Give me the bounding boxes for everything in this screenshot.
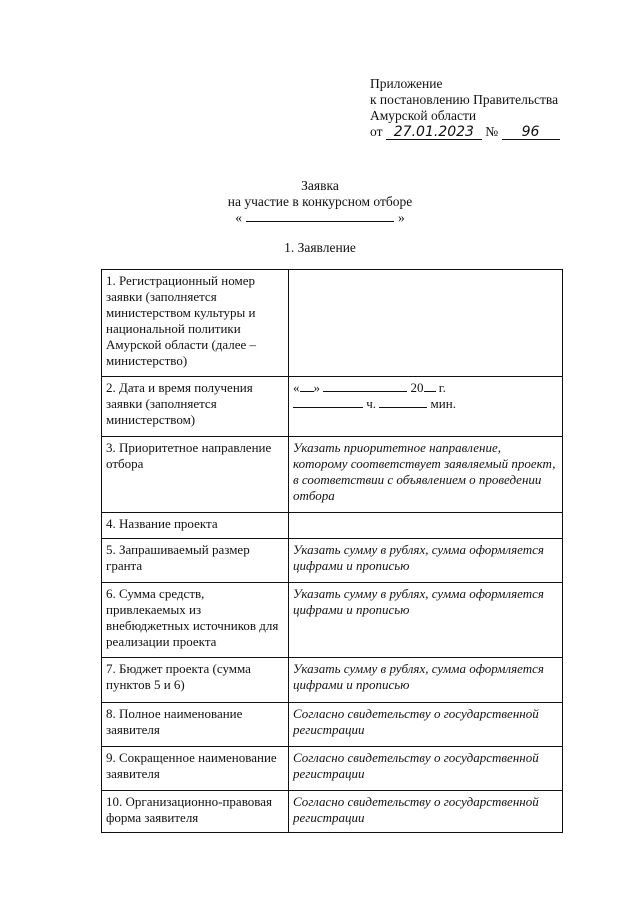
row-value — [289, 270, 563, 377]
row-value — [289, 513, 563, 539]
row-label: 1. Регистрационный номер заявки (заполняется министерством культуры и национальной политики Амурской области (далее – министерство) — [102, 270, 289, 377]
application-table — [101, 269, 563, 833]
row-value: Указать сумму в рублях, сумма оформляется цифрами и прописью — [289, 583, 563, 658]
document-title: Заявка — [301, 178, 339, 193]
row-label: 6. Сумма средств, привлекаемых из внебюджетных источников для реализации проекта — [102, 583, 289, 658]
row-value: Указать приоритетное направление, которому соответствует заявляемый проект, в соответствии с объявлением о проведении отбора — [289, 437, 563, 513]
row-label: 3. Приоритетное направление отбора — [102, 437, 289, 513]
row-label: 5. Запрашиваемый размер гранта — [102, 539, 289, 583]
handwritten-number: 96 — [502, 125, 560, 140]
date-prefix: от — [370, 124, 383, 139]
row-label: 9. Сокращенное наименование заявителя — [102, 747, 289, 791]
table-row — [102, 747, 563, 791]
row-value: Указать сумму в рублях, сумма оформляется цифрами и прописью — [289, 539, 563, 583]
appendix-line-2: к постановлению Правительства — [370, 92, 559, 107]
row-value: Согласно свидетельству о государственной регистрации — [289, 791, 563, 833]
table-row — [102, 437, 563, 513]
quote-close: » — [398, 210, 405, 225]
document-heading — [0, 178, 640, 226]
row-label: 8. Полное наименование заявителя — [102, 703, 289, 747]
appendix-block — [370, 76, 560, 140]
row-label: 4. Название проекта — [102, 513, 289, 539]
table-row — [102, 703, 563, 747]
number-prefix: № — [485, 124, 499, 139]
appendix-date-line — [370, 124, 560, 140]
table-row — [102, 658, 563, 703]
handwritten-date: 27.01.2023 — [386, 125, 482, 140]
table-row — [102, 583, 563, 658]
row-label: 2. Дата и время получения заявки (заполняется министерством) — [102, 377, 289, 437]
document-subtitle: на участие в конкурсном отборе — [227, 194, 413, 209]
table-row — [102, 513, 563, 539]
row-value: Указать сумму в рублях, сумма оформляется цифрами и прописью — [289, 658, 563, 703]
section-title: 1. Заявление — [284, 240, 356, 255]
appendix-line-1: Приложение — [370, 76, 443, 91]
contest-name-blank — [246, 210, 394, 222]
date-template-line: « » 20 г. — [293, 380, 446, 395]
quote-open: « — [235, 210, 242, 225]
time-template-line: ч. мин. — [293, 396, 558, 412]
table-row — [102, 791, 563, 833]
table-row — [102, 270, 563, 377]
table-row — [102, 539, 563, 583]
contest-name-line — [235, 210, 405, 226]
row-value: Согласно свидетельству о государственной регистрации — [289, 703, 563, 747]
row-label: 7. Бюджет проекта (сумма пунктов 5 и 6) — [102, 658, 289, 703]
table-row — [102, 377, 563, 437]
row-value: Согласно свидетельству о государственной регистрации — [289, 747, 563, 791]
appendix-line-3: Амурской области — [370, 108, 477, 123]
date-time-template — [289, 377, 563, 437]
row-label: 10. Организационно-правовая форма заявителя — [102, 791, 289, 833]
